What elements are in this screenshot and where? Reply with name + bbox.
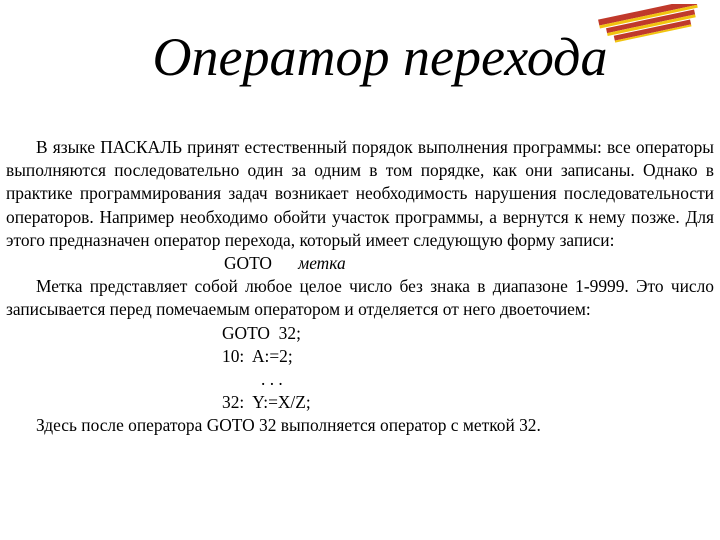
- label-paragraph: Метка представляет собой любое целое число без знака в диапазоне 1-9999. Это число записывается перед помечаемым оператором и отделяется от него двоеточием:: [6, 276, 714, 320]
- conclusion-paragraph: Здесь после оператора GOTO 32 выполняется оператор с меткой 32.: [36, 415, 541, 436]
- example-line-1: GOTO 32;: [222, 322, 301, 343]
- example-line-3: 32: Y:=X/Z;: [222, 392, 311, 413]
- goto-keyword: GOTO: [224, 253, 272, 274]
- label-placeholder: метка: [298, 253, 346, 274]
- intro-paragraph: В языке ПАСКАЛЬ принят естественный порядок выполнения программы: все операторы выполняются последовательно один за одним в том порядке, как они записаны. Однако в практике программирования задач возникает необходимость нарушения последовательности операторов. Например необходимо обойти участок программы, а вернутся к нему позже. Для этого предназначен оператор перехода, который имеет следующую форму записи:: [6, 137, 714, 250]
- slide-title: Оператор перехода: [152, 27, 608, 87]
- example-ellipsis: . . .: [261, 369, 283, 390]
- goto-syntax: [6, 252, 714, 275]
- example-line-2: 10: A:=2;: [222, 345, 293, 366]
- slide-body: [6, 136, 714, 438]
